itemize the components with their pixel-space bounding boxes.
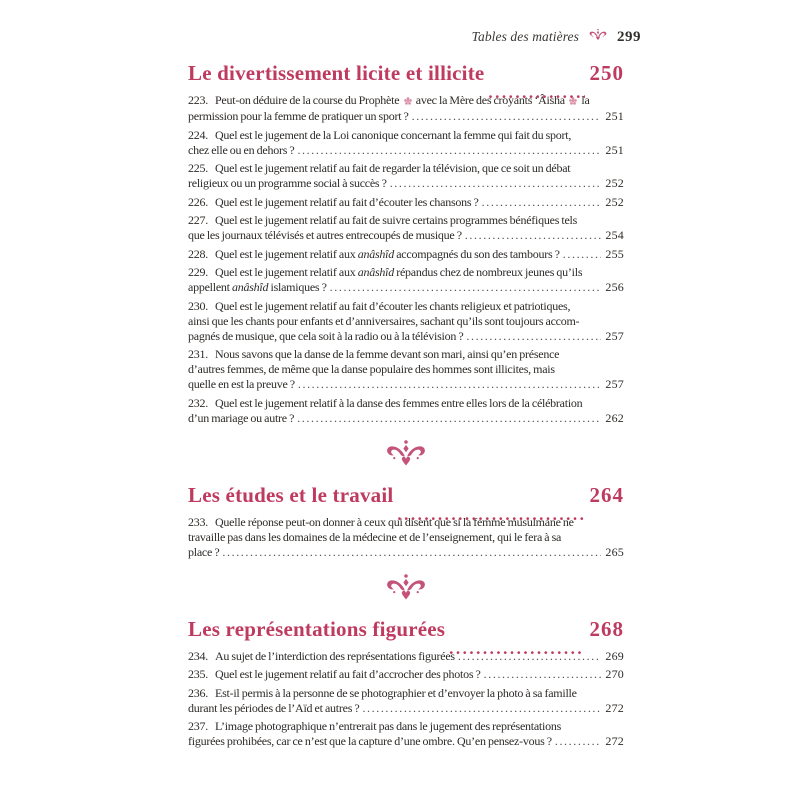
entry-page-number: 265 — [605, 544, 624, 559]
leader-dots — [329, 280, 602, 295]
leader-dots — [554, 734, 602, 749]
entry-number: 233. — [188, 514, 208, 529]
honorific-symbol-icon — [403, 94, 413, 109]
fleuron-sprig-icon — [588, 28, 608, 45]
entry-line — [188, 329, 624, 344]
entry-page-number: 255 — [605, 246, 624, 261]
entry-text: 237. L’image photographique n’entrerait pas dans le jugement des représentations — [188, 719, 562, 733]
entry-line — [188, 362, 624, 377]
section-title: Le divertissement licite et illicite — [188, 61, 485, 85]
entry-page-number: 269 — [605, 648, 624, 663]
section-page-number: 250 — [589, 61, 624, 85]
entry-number: 228. — [188, 246, 208, 261]
entry-line — [188, 161, 624, 176]
toc-main — [188, 60, 624, 749]
entry-text: 231. Nous savons que la danse de la femme devant son mari, ainsi qu’en présence — [188, 347, 560, 361]
entry-text: travaille pas dans les domaines de la médecine et de l’enseignement, qui le fera à sa — [188, 529, 562, 544]
entry-text: 224. Quel est le jugement de la Loi canonique concernant la femme qui fait du sport, — [188, 127, 572, 142]
entry-text: 226. Quel est le jugement relatif au fait d’écouter les chansons ? — [188, 194, 479, 209]
toc-entry — [188, 128, 624, 158]
entry-text: d’un mariage ou autre ? — [188, 410, 295, 425]
entry-line — [188, 686, 624, 701]
entry-number: 226. — [188, 194, 208, 209]
leader-dots — [411, 109, 602, 124]
entry-page-number: 270 — [605, 667, 624, 681]
entry-text: religieux ou un programme social à succès ? — [188, 176, 387, 190]
leader-dots — [464, 228, 602, 243]
section-page-number: 268 — [589, 616, 624, 641]
entry-text: 236. Est-il permis à la personne de se photographier et d’envoyer la photo à sa famille — [188, 685, 577, 700]
entry-line — [188, 347, 624, 362]
leader-dots — [297, 377, 602, 392]
toc-entry — [188, 247, 624, 262]
entry-line — [188, 176, 624, 191]
fleuron-ornament-icon — [188, 438, 624, 473]
entry-text: figurées prohibées, car ce n’est que la capture d’une ombre. Qu’en pensez-vous ? — [188, 734, 552, 748]
entry-text: 233. Quelle réponse peut-on donner à ceux qui disent que si la femme musulmane ne — [188, 514, 574, 529]
entry-text: place ? — [188, 544, 220, 559]
entry-line — [188, 396, 624, 411]
entry-page-number: 251 — [605, 109, 624, 123]
fleuron-ornament-icon — [188, 572, 624, 607]
entry-line — [188, 265, 624, 280]
section-heading — [188, 616, 624, 642]
entry-text: 235. Quel est le jugement relatif au fait d’accrocher des photos ? — [188, 667, 481, 681]
leader-dots — [483, 667, 602, 682]
entry-number: 235. — [188, 667, 208, 681]
entry-number: 229. — [188, 265, 208, 279]
entry-line — [188, 377, 624, 392]
running-header-page-number: 299 — [617, 28, 641, 45]
entry-page-number: 272 — [605, 700, 624, 715]
entry-line — [188, 701, 624, 716]
leader-dots — [296, 143, 601, 158]
entry-text: 230. Quel est le jugement relatif au fait d’écouter les chants religieux et patriotiques, — [188, 298, 571, 313]
leader-dots — [457, 649, 602, 664]
entry-line — [188, 314, 624, 329]
entry-line — [188, 109, 624, 124]
entry-page-number: 256 — [605, 280, 624, 294]
entry-text: 227. Quel est le jugement relatif au fait de suivre certains programmes bénéfiques tels — [188, 213, 578, 227]
entry-number: 223. — [188, 93, 208, 107]
entry-line — [188, 299, 624, 314]
leader-dots — [361, 701, 601, 716]
leader-dots — [481, 195, 602, 210]
entry-text: chez elle ou en dehors ? — [188, 142, 295, 157]
toc-entry — [188, 195, 624, 210]
running-header-title: Tables des matières — [471, 28, 579, 44]
toc-entry — [188, 265, 624, 295]
entry-number: 227. — [188, 213, 208, 227]
entry-text: pagnés de musique, que cela soit à la radio ou à la télévision ? — [188, 328, 464, 343]
entry-text: permission pour la femme de pratiquer un sport ? — [188, 109, 409, 123]
entry-number: 236. — [188, 685, 208, 700]
entry-line — [188, 143, 624, 158]
entry-number: 232. — [188, 395, 208, 410]
leader-dots — [389, 176, 602, 191]
toc-entry — [188, 649, 624, 664]
running-header — [188, 28, 641, 45]
entry-text: 223. Peut-on déduire de la course du Prophète avec la Mère des croyants ‘Âisha la — [188, 93, 590, 107]
entry-number: 237. — [188, 719, 208, 733]
entry-text: que les journaux télévisés et autres entrecoupés de musique ? — [188, 228, 462, 242]
leader-dots — [221, 545, 601, 560]
toc-entry — [188, 667, 624, 682]
leader-dots — [296, 411, 601, 426]
entry-line — [188, 649, 624, 664]
toc-section — [188, 616, 624, 750]
leader-dots — [562, 247, 602, 262]
entry-line — [188, 719, 624, 734]
entry-text: quelle en est la preuve ? — [188, 377, 295, 391]
entry-text: 229. Quel est le jugement relatif aux anâshîd répandus chez de nombreux jeunes qu’ils — [188, 265, 583, 279]
toc-entry — [188, 213, 624, 243]
entry-page-number: 257 — [605, 377, 624, 391]
entry-line — [188, 280, 624, 295]
section-page-number: 264 — [589, 482, 624, 507]
toc-section — [188, 482, 624, 560]
entry-page-number: 262 — [605, 410, 624, 425]
entry-line — [188, 247, 624, 262]
toc-section — [188, 60, 624, 426]
entry-text: 234. Au sujet de l’interdiction des représentations figurées — [188, 648, 455, 663]
entry-text: appellent anâshîd islamiques ? — [188, 280, 327, 294]
entry-line — [188, 545, 624, 560]
entry-line — [188, 411, 624, 426]
toc-entry — [188, 719, 624, 749]
entry-line — [188, 667, 624, 682]
entry-page-number: 252 — [605, 176, 624, 190]
book-page — [188, 0, 641, 749]
entry-page-number: 252 — [605, 194, 624, 209]
entry-text: durant les périodes de l’Aïd et autres ? — [188, 700, 360, 715]
entry-line — [188, 530, 624, 545]
entry-number: 225. — [188, 161, 208, 175]
toc-entry — [188, 396, 624, 426]
entry-number: 224. — [188, 127, 208, 142]
leader-dots — [465, 329, 601, 344]
entry-number: 231. — [188, 347, 208, 361]
entry-text: 228. Quel est le jugement relatif aux anâshîd accompagnés du son des tambours ? — [188, 246, 560, 261]
entry-text: 225. Quel est le jugement relatif au fait de regarder la télévision, que ce soit un débat — [188, 161, 571, 175]
entry-page-number: 251 — [605, 142, 624, 157]
entry-page-number: 254 — [605, 228, 624, 242]
section-title: Les représentations figurées — [188, 616, 446, 641]
entry-text: 232. Quel est le jugement relatif à la danse des femmes entre elles lors de la célébration — [188, 395, 583, 410]
toc-entry — [188, 686, 624, 716]
entry-page-number: 272 — [605, 734, 624, 748]
section-heading — [188, 60, 624, 86]
entry-text: ainsi que les chants pour enfants et d’anniversaires, sachant qu’ils sont toujours accom- — [188, 313, 580, 328]
entry-line — [188, 213, 624, 228]
section-title: Les études et le travail — [188, 482, 394, 507]
entry-line — [188, 734, 624, 749]
toc-entry — [188, 347, 624, 392]
entry-number: 230. — [188, 298, 208, 313]
entry-page-number: 257 — [605, 328, 624, 343]
entry-line — [188, 128, 624, 143]
entry-number: 234. — [188, 648, 208, 663]
section-heading — [188, 482, 624, 508]
entry-text: d’autres femmes, de même que la danse populaire des hommes sont illicites, mais — [188, 362, 555, 376]
entry-line — [188, 195, 624, 210]
entry-line — [188, 228, 624, 243]
toc-entry — [188, 299, 624, 344]
toc-entry — [188, 161, 624, 191]
